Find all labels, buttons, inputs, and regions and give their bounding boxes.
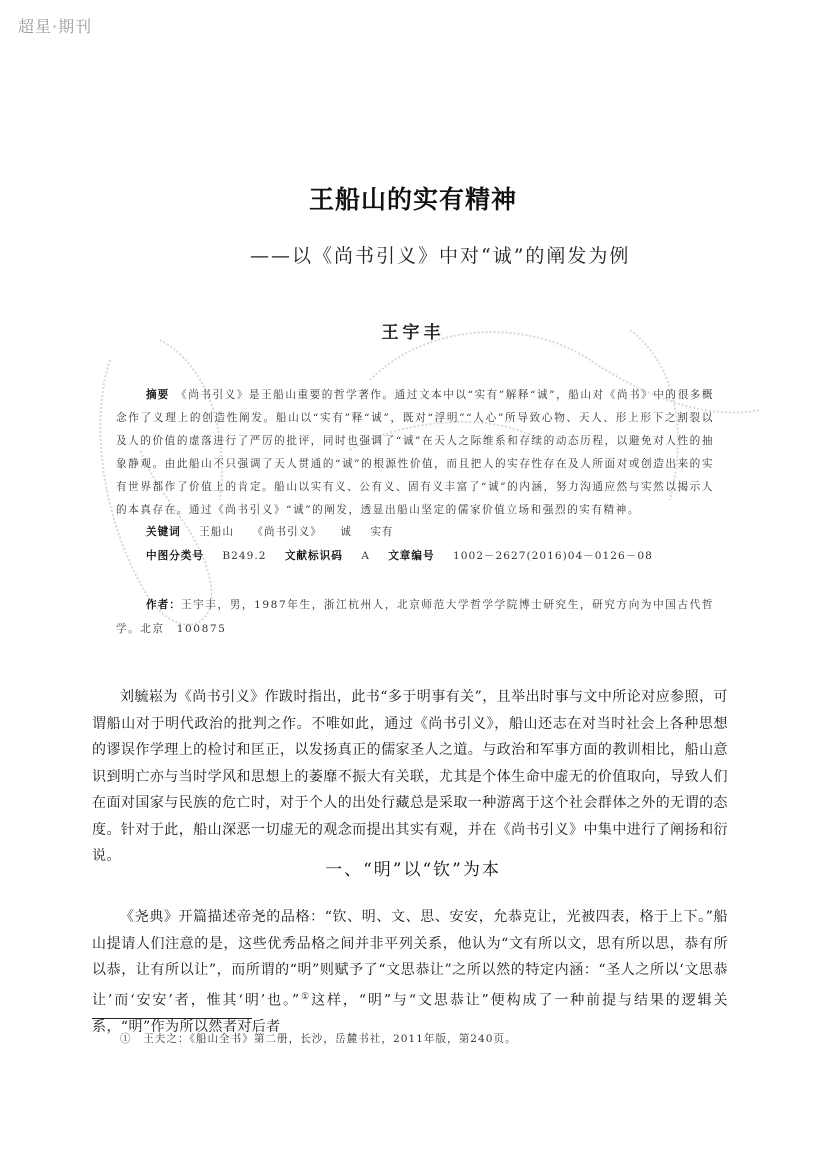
footnote-marker: ① — [120, 1033, 132, 1045]
paragraph-text: 《尧典》开篇描述帝尧的品格：“钦、明、文、思、安安，允恭克让，光被四表，格于上下。”船山提请人们注意的是，这些优秀品格之间并非平列关系，他认为“文有所以文，思有所以思，恭有所以恭，让有所以让”，而所谓的“明”则赋予了“文思恭让”之所以然的特定内涵：“圣人之所以‘文思恭让’而‘安安’者，惟其‘明’也。” — [92, 909, 728, 1009]
abstract-text: 《尚书引义》是王船山重要的哲学著作。通过文本中以“实有”解释“诚”，船山对《尚书》中的很多概念作了义理上的创造性阐发。船山以“实有”释“诚”，既对“浮明”“人心”所导致心物、天人、形上形下之割裂以及人的价值的虚落进行了严厉的批评，同时也强调了“诚”在天人之际维系和存续的动态历程，以避免对人性的抽象静观。由此船山不只强调了天人贯通的“诚”的根源性价值，而且把人的实存性存在及人所面对或创造出来的实有世界都作了价值上的肯定。船山以实有义、公有义、固有义丰富了“诚”的内涵，努力沟通应然与实然以揭示人的本真存在。通过《尚书引义》“诚”的阐发，透显出船山坚定的儒家价值立场和强烈的实有精神。 — [116, 389, 714, 516]
author-info — [116, 593, 714, 641]
keyword-item: 诚 — [340, 526, 352, 538]
author-info-text: 王宇丰，男，1987年生，浙江杭州人，北京师范大学哲学学院博士研究生，研究方向为中国古代哲学。北京 100875 — [116, 599, 714, 635]
section-heading: 一、“明”以“钦”为本 — [325, 860, 501, 880]
footnote-ref[interactable]: ① — [299, 991, 312, 1002]
article-author: 王宇丰 — [381, 323, 445, 343]
article-number-label: 文章编号 — [388, 550, 435, 562]
doc-code-label: 文献标识码 — [284, 550, 343, 562]
keywords — [146, 524, 393, 539]
keywords-label: 关键词 — [146, 526, 181, 538]
brand-logo: 超星·期刊 — [18, 17, 93, 36]
footnote-text: 王夫之：《船山全书》第二册，长沙，岳麓书社，2011年版，第240页。 — [143, 1033, 517, 1045]
abstract-label: 摘要 — [146, 389, 170, 401]
clc-value: B249.2 — [222, 550, 267, 562]
footnote — [120, 1031, 517, 1046]
keyword-item: 王船山 — [199, 526, 234, 538]
doc-code-value: A — [361, 550, 370, 562]
article-number-value: 1002－2627(2016)04－0126－08 — [452, 550, 653, 562]
article-title: 王船山的实有精神 — [308, 185, 517, 214]
clc-label: 中图分类号 — [146, 550, 204, 562]
article-subtitle: ——以《尚书引义》中对“诚”的阐发为例 — [250, 245, 631, 267]
paragraph-text: 这样，“明”与“文思恭让”便构成了一种前提与结果的逻辑关系，“明”作为所以然者对后者 — [92, 992, 728, 1035]
body-paragraph-1: 刘毓崧为《尚书引义》作跋时指出，此书“多于明事有关”，且举出时事与文中所论对应参照，可谓船山对于明代政治的批判之作。不唯如此，通过《尚书引义》，船山还志在对当时社会上各种思想的谬误作学理上的检讨和匡正，以发扬真正的儒家圣人之道。与政治和军事方面的教训相比，船山意识到明亡亦与当时学风和思想上的萎靡不振大有关联，尤其是个体生命中虚无的价值取向，导致人们在面对国家与民族的危亡时，对于个人的出处行藏总是采取一种游离于这个社会群体之外的无谓的态度。针对于此，船山深恶一切虚无的观念而提出其实有观，并在《尚书引义》中集中进行了阐扬和衍说。 — [92, 689, 728, 864]
classification — [146, 548, 653, 563]
keyword-item: 实有 — [370, 526, 394, 538]
footnote-divider — [92, 1018, 252, 1019]
keyword-item: 《尚书引义》 — [252, 526, 322, 538]
author-info-label: 作者： — [146, 599, 181, 611]
abstract — [116, 384, 714, 522]
body-paragraph-2 — [92, 904, 728, 1040]
